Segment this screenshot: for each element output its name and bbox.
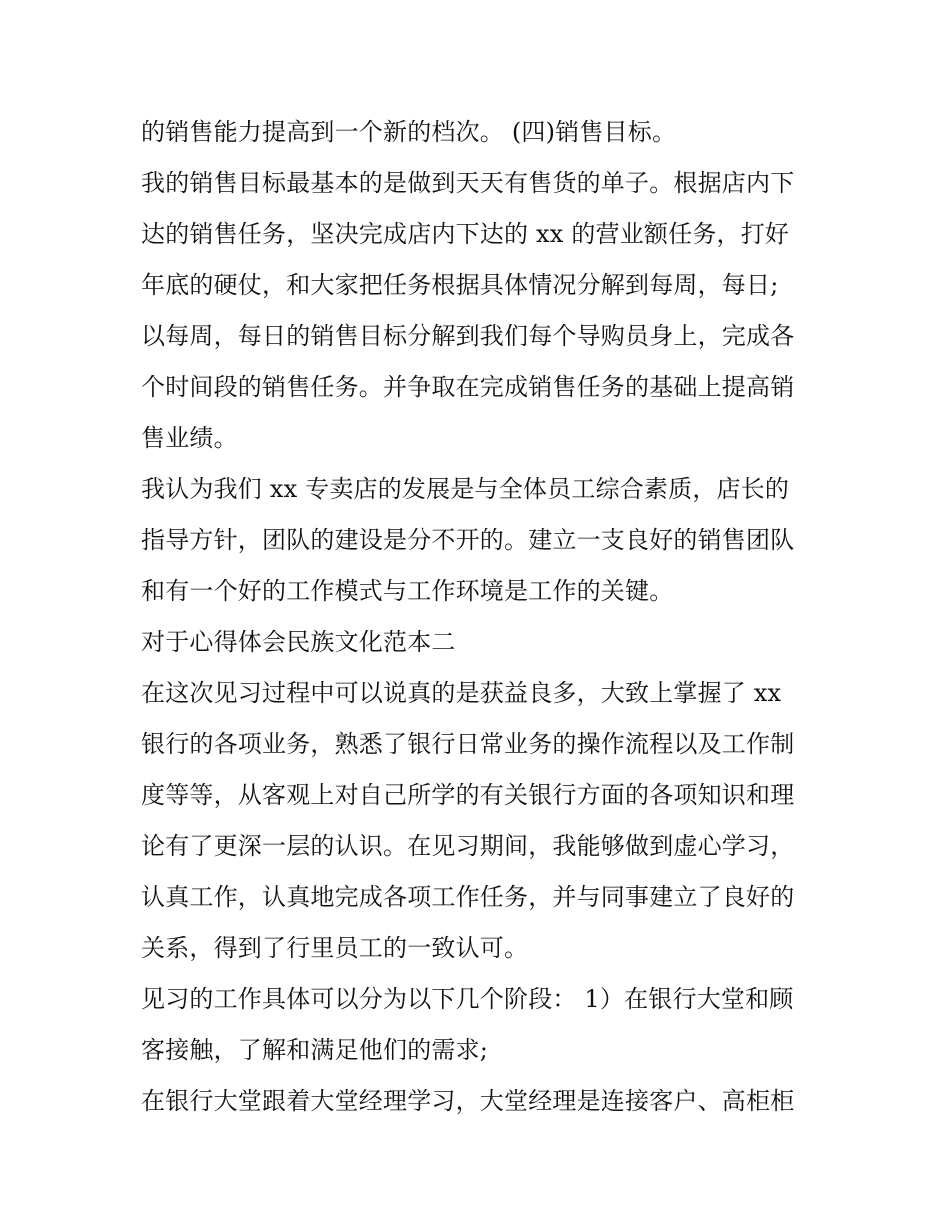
text-line: 售业绩。 <box>141 424 238 452</box>
document-body <box>141 107 821 1127</box>
text-line: 我的销售目标最基本的是做到天天有售货的单子。根据店内下 <box>141 169 795 197</box>
text-line: 关系，得到了行里员工的一致认可。 <box>141 934 529 962</box>
text-line: 指导方针，团队的建设是分不开的。建立一支良好的销售团队 <box>141 526 795 554</box>
text-line: 在这次见习过程中可以说真的是获益良多，大致上掌握了 xx <box>141 679 782 707</box>
text-line: 达的销售任务，坚决完成店内下达的 xx 的营业额任务，打好 <box>141 220 790 248</box>
text-line: 以每周，每日的销售目标分解到我们每个导购员身上，完成各 <box>141 322 795 350</box>
text-line: 个时间段的销售任务。并争取在完成销售任务的基础上提高销 <box>141 373 795 401</box>
text-line: 客接触，了解和满足他们的需求; <box>141 1036 489 1064</box>
text-line: 和有一个好的工作模式与工作环境是工作的关键。 <box>141 577 674 605</box>
text-line: 度等等，从客观上对自己所学的有关银行方面的各项知识和理 <box>141 781 795 809</box>
text-line: 我认为我们 xx 专卖店的发展是与全体员工综合素质，店长的 <box>141 475 790 503</box>
text-line: 见习的工作具体可以分为以下几个阶段： 1）在银行大堂和顾 <box>141 985 794 1013</box>
section-heading: 对于心得体会民族文化范本二 <box>141 628 456 656</box>
text-line: 的销售能力提高到一个新的档次。 (四)销售目标。 <box>141 118 677 146</box>
text-line: 银行的各项业务，熟悉了银行日常业务的操作流程以及工作制 <box>141 730 795 758</box>
text-line: 在银行大堂跟着大堂经理学习，大堂经理是连接客户、高柜柜 <box>141 1087 795 1115</box>
text-line: 认真工作，认真地完成各项工作任务，并与同事建立了良好的 <box>141 883 795 911</box>
text-line: 年底的硬仗，和大家把任务根据具体情况分解到每周，每日; <box>141 271 779 299</box>
text-line: 论有了更深一层的认识。在见习期间，我能够做到虚心学习， <box>141 832 795 860</box>
